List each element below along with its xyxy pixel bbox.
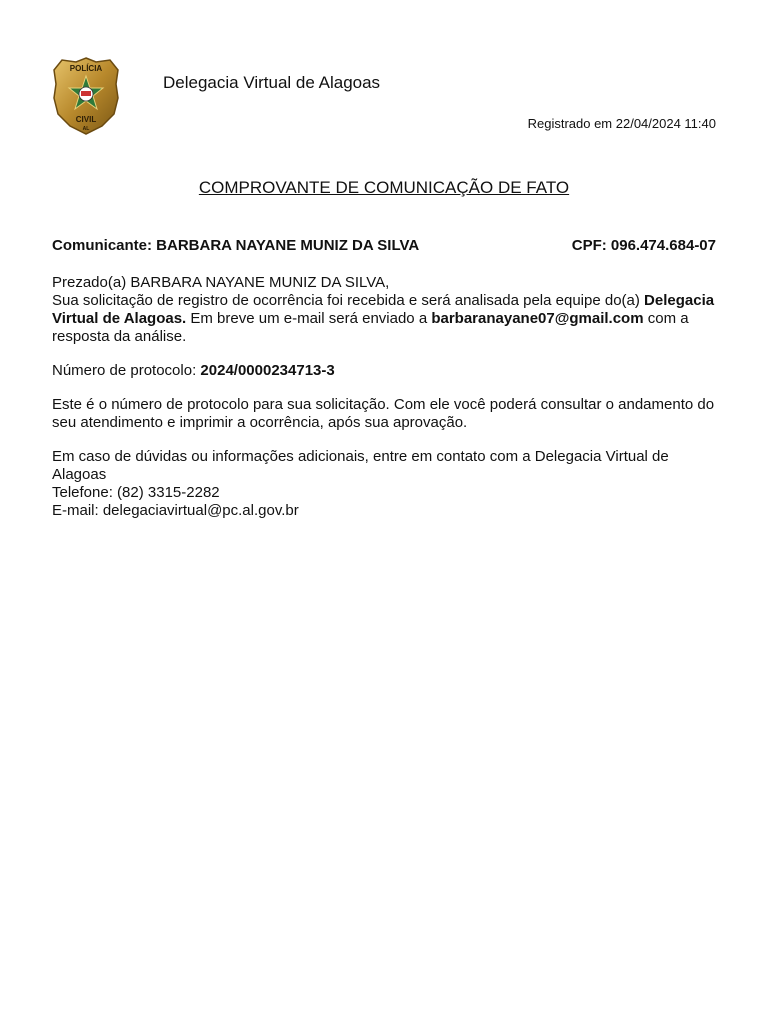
document-body <box>52 274 716 536</box>
agency-title: Delegacia Virtual de Alagoas <box>163 73 381 92</box>
greeting: Prezado(a) BARBARA NAYANE MUNIZ DA SILVA, <box>52 274 390 291</box>
protocol-number: 2024/0000234713-3 <box>200 362 335 379</box>
svg-text:POLÍCIA: POLÍCIA <box>69 64 103 73</box>
user-email: barbaranayane07@gmail.com <box>431 310 644 327</box>
protocol-info: Este é o número de protocolo para sua solicitação. Com ele você poderá consultar o andamento do seu atendimento e imprimir a ocorrência, após sua aprovação. <box>52 396 715 431</box>
contact-paragraph <box>52 448 716 520</box>
protocol-paragraph <box>52 362 716 380</box>
message-text-2: Em breve um e-mail será enviado a <box>186 310 432 327</box>
svg-text:AL: AL <box>82 126 90 132</box>
message-paragraph <box>52 274 716 346</box>
communicant-name: Comunicante: BARBARA NAYANE MUNIZ DA SILVA <box>52 237 420 254</box>
protocol-label: Número de protocolo: <box>52 362 201 379</box>
agency-name: Delegacia Virtual de Alagoas. <box>52 292 715 327</box>
document-title: COMPROVANTE DE COMUNICAÇÃO DE FATO <box>198 178 570 197</box>
message-text-3: com a resposta da análise. <box>52 310 689 345</box>
cpf-number: CPF: 096.474.684-07 <box>571 237 716 254</box>
policia-civil-badge-icon <box>52 56 120 136</box>
registered-timestamp: Registrado em 22/04/2024 11:40 <box>527 116 716 131</box>
contact-info: Em caso de dúvidas ou informações adicionais, entre em contato com a Delegacia Virtual de Alagoas <box>52 448 669 483</box>
communicant-row <box>52 237 716 254</box>
contact-email: E-mail: delegaciavirtual@pc.al.gov.br <box>52 502 299 519</box>
message-text: Sua solicitação de registro de ocorrência foi recebida e será analisada pela equipe do(a) <box>52 292 645 309</box>
contact-phone: Telefone: (82) 3315-2282 <box>52 484 220 501</box>
svg-text:CIVIL: CIVIL <box>75 115 97 124</box>
